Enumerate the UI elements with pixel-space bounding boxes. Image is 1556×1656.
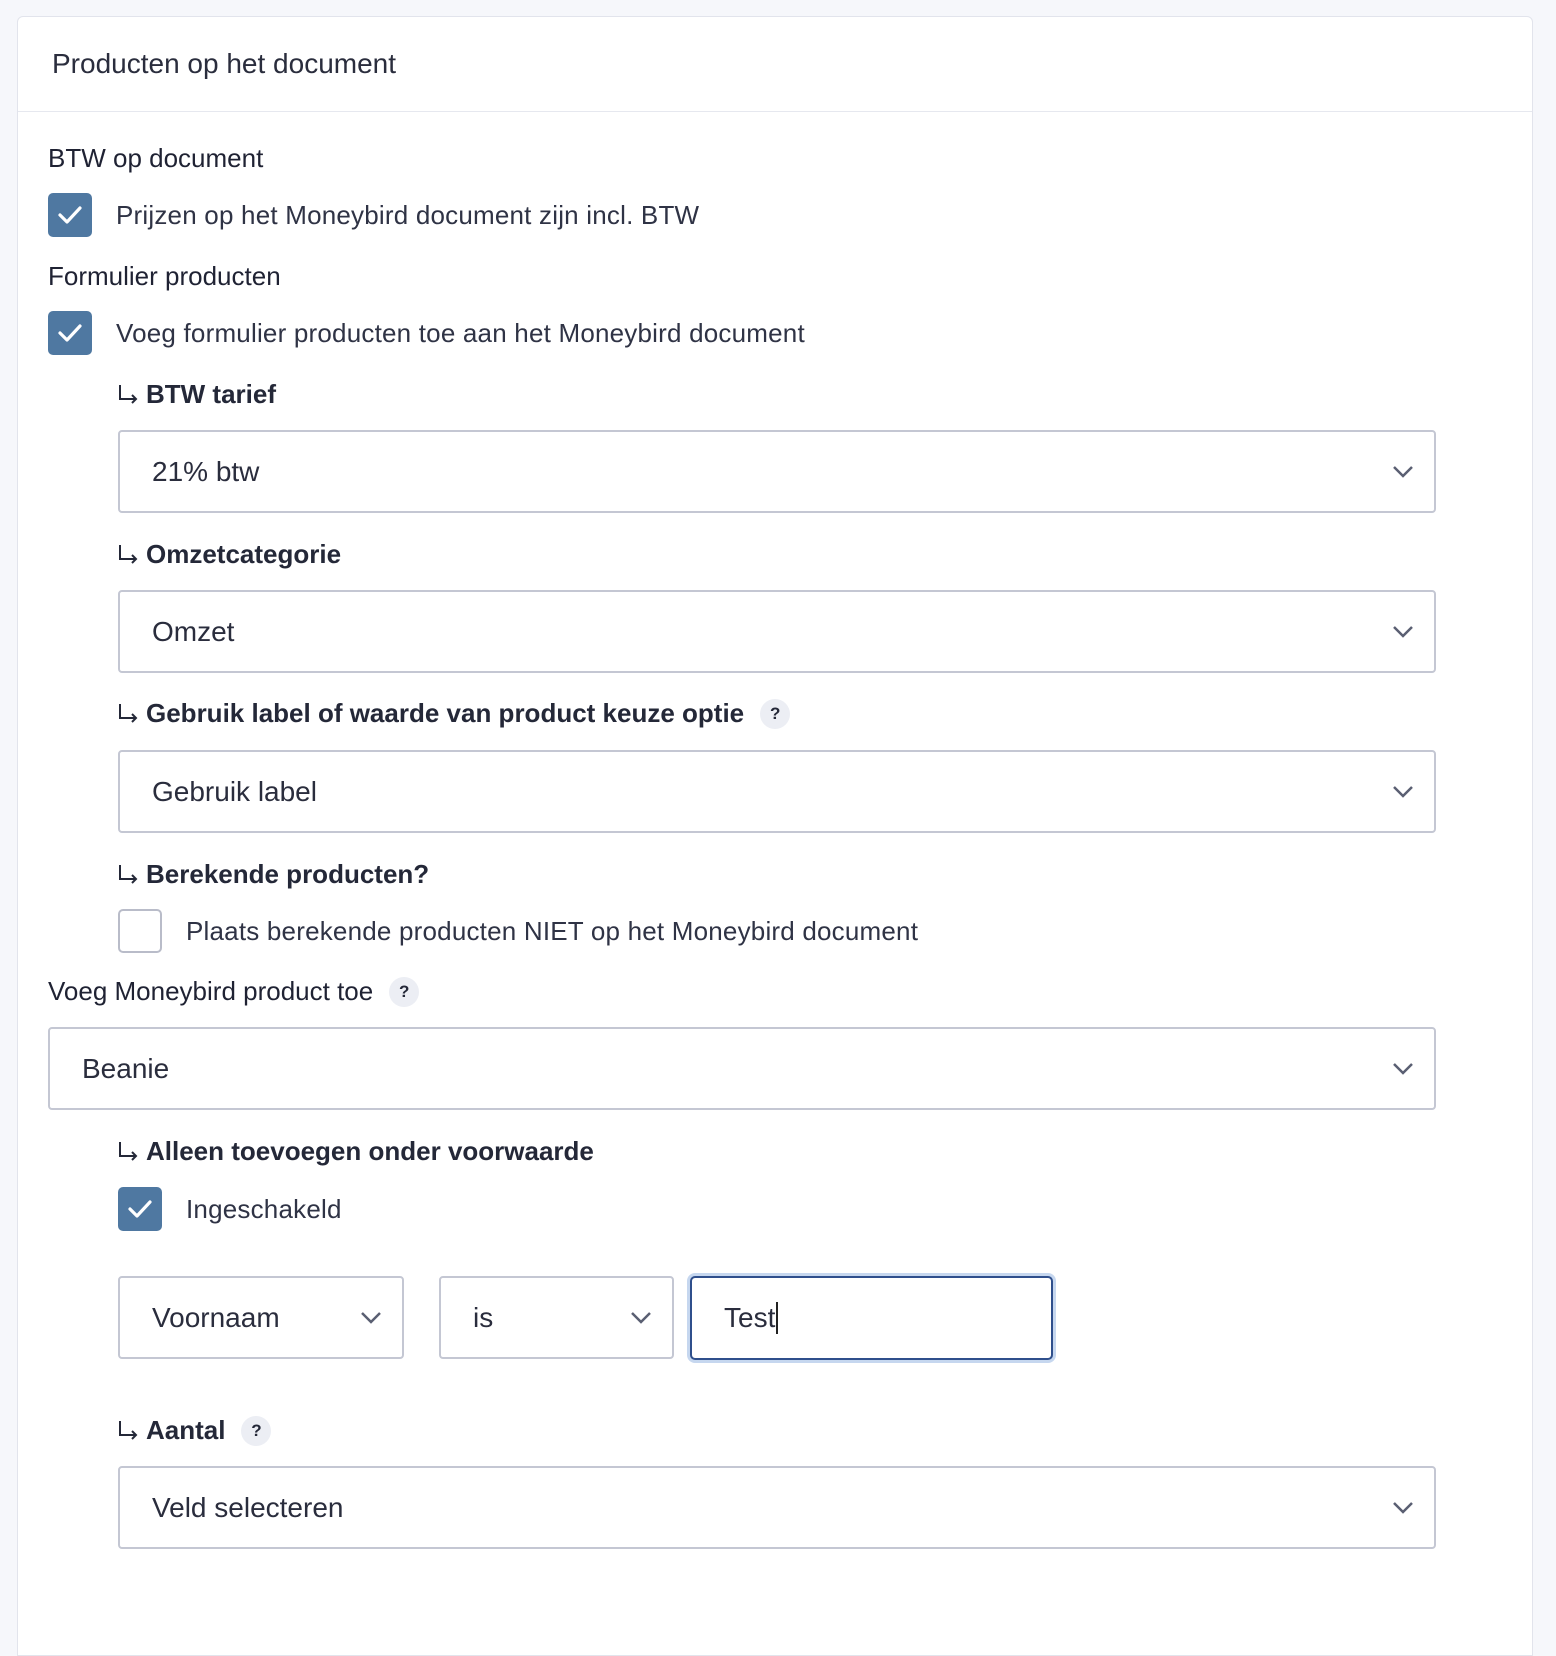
condition-operator-value: is [473,1301,494,1333]
btw-document-heading: BTW op document [48,143,264,173]
sub-arrow-icon [118,384,140,404]
condition-field-value: Voornaam [152,1301,280,1333]
chevron-down-icon [1392,465,1414,479]
berekende-producten-checkbox-label: Plaats berekende producten NIET op het Moneybird document [186,915,919,946]
formulier-producten-heading: Formulier producten [48,261,281,291]
condition-value-input[interactable] [690,1276,1053,1360]
condition-operator-select[interactable] [439,1276,674,1359]
formulier-producten-checkbox-label: Voeg formulier producten toe aan het Moneybird document [116,317,805,348]
btw-tarief-value: 21% btw [152,455,260,487]
aantal-value: Veld selecteren [152,1491,344,1523]
formulier-producten-checkbox[interactable] [48,311,92,355]
moneybird-product-heading-text: Voeg Moneybird product toe [48,976,374,1006]
sub-arrow-icon [118,1420,140,1440]
ingeschakeld-checkbox-label: Ingeschakeld [186,1193,342,1224]
sub-arrow-icon [118,544,140,564]
berekende-producten-label-text: Berekende producten? [146,859,430,889]
check-icon [57,323,83,343]
ingeschakeld-checkbox[interactable] [118,1187,162,1231]
help-icon[interactable]: ? [241,1416,271,1446]
berekende-producten-label [118,859,429,890]
btw-tarief-select[interactable] [118,430,1436,513]
condition-value-text: Test [724,1302,776,1333]
label-of-waarde-value: Gebruik label [152,775,317,807]
voorwaarde-label [118,1136,594,1167]
moneybird-product-value: Beanie [82,1052,170,1084]
check-icon [127,1199,153,1219]
aantal-label-text: Aantal [146,1415,226,1445]
sub-arrow-icon [118,703,140,723]
chevron-down-icon [1392,1062,1414,1076]
text-cursor [776,1302,778,1334]
sub-arrow-icon [118,864,140,884]
incl-btw-checkbox-label: Prijzen op het Moneybird document zijn incl. BTW [116,199,700,230]
chevron-down-icon [1392,625,1414,639]
moneybird-product-heading [48,976,419,1007]
formulier-producten-checkbox-row[interactable] [48,311,805,355]
incl-btw-checkbox-row[interactable] [48,193,699,237]
voorwaarde-label-text: Alleen toevoegen onder voorwaarde [146,1136,594,1166]
ingeschakeld-checkbox-row[interactable] [118,1187,342,1231]
check-icon [57,205,83,225]
omzetcategorie-select[interactable] [118,590,1436,673]
berekende-producten-checkbox-row[interactable] [118,909,918,953]
moneybird-product-select[interactable] [48,1027,1436,1110]
label-of-waarde-select[interactable] [118,750,1436,833]
incl-btw-checkbox[interactable] [48,193,92,237]
chevron-down-icon [1392,1501,1414,1515]
chevron-down-icon [1392,785,1414,799]
help-icon[interactable]: ? [389,977,419,1007]
help-icon[interactable]: ? [760,699,790,729]
panel-title: Producten op het document [18,17,1532,112]
aantal-select[interactable] [118,1466,1436,1549]
label-of-waarde-label-text: Gebruik label of waarde van product keuze optie [146,698,745,728]
btw-tarief-label-text: BTW tarief [146,379,276,409]
aantal-label [118,1415,271,1446]
berekende-producten-checkbox[interactable] [118,909,162,953]
chevron-down-icon [630,1311,652,1325]
condition-field-select[interactable] [118,1276,404,1359]
label-of-waarde-label [118,698,790,729]
chevron-down-icon [360,1311,382,1325]
sub-arrow-icon [118,1141,140,1161]
omzetcategorie-value: Omzet [152,615,235,647]
btw-tarief-label [118,379,276,410]
omzetcategorie-label [118,539,341,570]
omzetcategorie-label-text: Omzetcategorie [146,539,342,569]
